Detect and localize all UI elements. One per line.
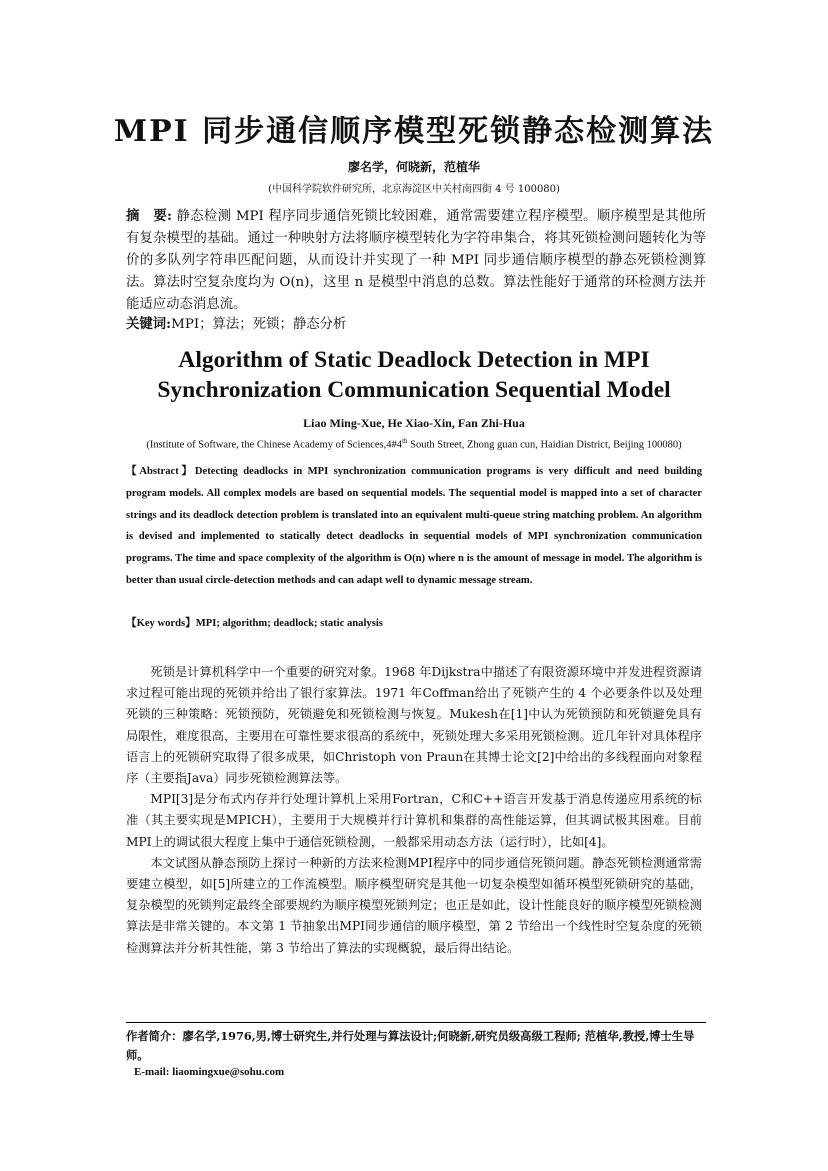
author-bio-footnote: 作者简介：廖名学,1976,男,博士研究生,并行处理与算法设计;何晓新,研究员级高级工程师; 范植华,教授,博士生导师。 (126, 1029, 695, 1062)
chinese-abstract-text: 静态检测 MPI 程序同步通信死锁比较困难，通常需要建立程序模型。顺序模型是其他所有复杂模型的基础。通过一种映射方法将顺序模型转化为字符串集合，将其死锁检测问题转化为等价的多队列字符串匹配问题，从而设计并实现了一种 MPI 同步通信顺序模型的静态死锁检测算法。算法时空复杂度均为 O(n)，这里 n 是模型中消息的总数。算法性能好于通常的环检测方法并能适应动态消息流。 (126, 209, 706, 312)
body-paragraph: 死锁是计算机科学中一个重要的研究对象。1968 年Dijkstra中描述了有限资源环境中并发进程资源请求过程可能出现的死锁并给出了银行家算法。1971 年Coffman给出了死锁产生的 4 个必要条件以及处理死锁的三种策略：死锁预防，死锁避免和死锁检测与恢复。Mukesh在[1]中认为死锁预防和死锁避免具有局限性，难度很高，主要用在可靠性要求很高的系统中，死锁处理大多采用死锁检测。近几年针对具体程序语言上的死锁研究取得了很多成果，如Christoph von Praun在其博士论文[2]中给出的多线程面向对象程序（主要指Java）同步死锁检测算法等。 (126, 665, 702, 786)
chinese-keywords-label: 关键词: (126, 316, 172, 332)
english-keywords: 【Key words】MPI; algorithm; deadlock; static analysis (126, 618, 383, 629)
english-abstract: 【Abstract】Detecting deadlocks in MPI synchronization communication programs is very difficult and need building program models. All complex models are based on sequential models. The sequential model is mapped into a set of character strings and its deadlock detection problem is translated into an equivalent multi-queue string matching problem. An algorithm is devised and implemented to statically detect deadlocks in sequential models of MPI synchronization communication programs. The time and space complexity of the algorithm is O(n) where n is the amount of message in model. The algorithm is better than usual circle-detection methods and can adapt well to dynamic message stream. (126, 466, 702, 586)
english-affiliation-pre: (Institute of Software, the Chinese Academy of Sciences,4#4 (146, 439, 403, 451)
english-title-line-2: Synchronization Communication Sequential Model (157, 377, 671, 403)
body-paragraph: MPI[3]是分布式内存并行处理计算机上采用Fortran，C和C++语言开发基于消息传递应用系统的标准（其主要实现是MPICH），主要用于大规模并行计算机和集群的高性能运算，但其调试极其困难。目前MPI上的调试很大程度上集中于通信死锁检测，一般都采用动态方法（运行时），比如[4]。 (126, 792, 702, 849)
english-affiliation-sup: th (402, 437, 408, 445)
chinese-keywords-text: MPI；算法；死锁；静态分析 (171, 317, 347, 332)
chinese-keywords (126, 314, 706, 335)
english-affiliation (0, 437, 828, 451)
body-text (126, 662, 702, 959)
chinese-title: MPI 同步通信顺序模型死锁静态检测算法 (113, 114, 715, 149)
chinese-abstract (126, 205, 706, 316)
chinese-affiliation: (中国科学院软件研究所，北京海淀区中关村南四街 4 号 100080) (268, 184, 560, 195)
english-title (0, 345, 828, 405)
english-title-line-1: Algorithm of Static Deadlock Detection in MPI (178, 347, 650, 373)
chinese-abstract-label: 摘 要: (126, 208, 172, 224)
body-paragraph: 本文试图从静态预防上探讨一种新的方法来检测MPI程序中的同步通信死锁问题。静态死锁检测通常需要建立模型，如[5]所建立的工作流模型。顺序模型研究是其他一切复杂模型如循环模型死锁研究的基础，复杂模型的死锁判定最终全部要规约为顺序模型死锁判定；也正是如此，设计性能良好的顺序模型死锁检测算法是非常关键的。本文第 1 节抽象出MPI同步通信的顺序模型，第 2 节给出一个线性时空复杂度的死锁检测算法并分析其性能，第 3 节给出了算法的实现概貌，最后得出结论。 (126, 855, 702, 955)
english-authors: Liao Ming-Xue, He Xiao-Xin, Fan Zhi-Hua (303, 416, 525, 430)
english-affiliation-post: South Street, Zhong guan cun, Haidian District, Beijing 100080) (407, 439, 682, 451)
author-email: E-mail: liaomingxue@sohu.com (134, 1066, 285, 1078)
footnote-divider (126, 1022, 706, 1023)
chinese-authors: 廖名学，何晓新，范植华 (347, 160, 480, 174)
